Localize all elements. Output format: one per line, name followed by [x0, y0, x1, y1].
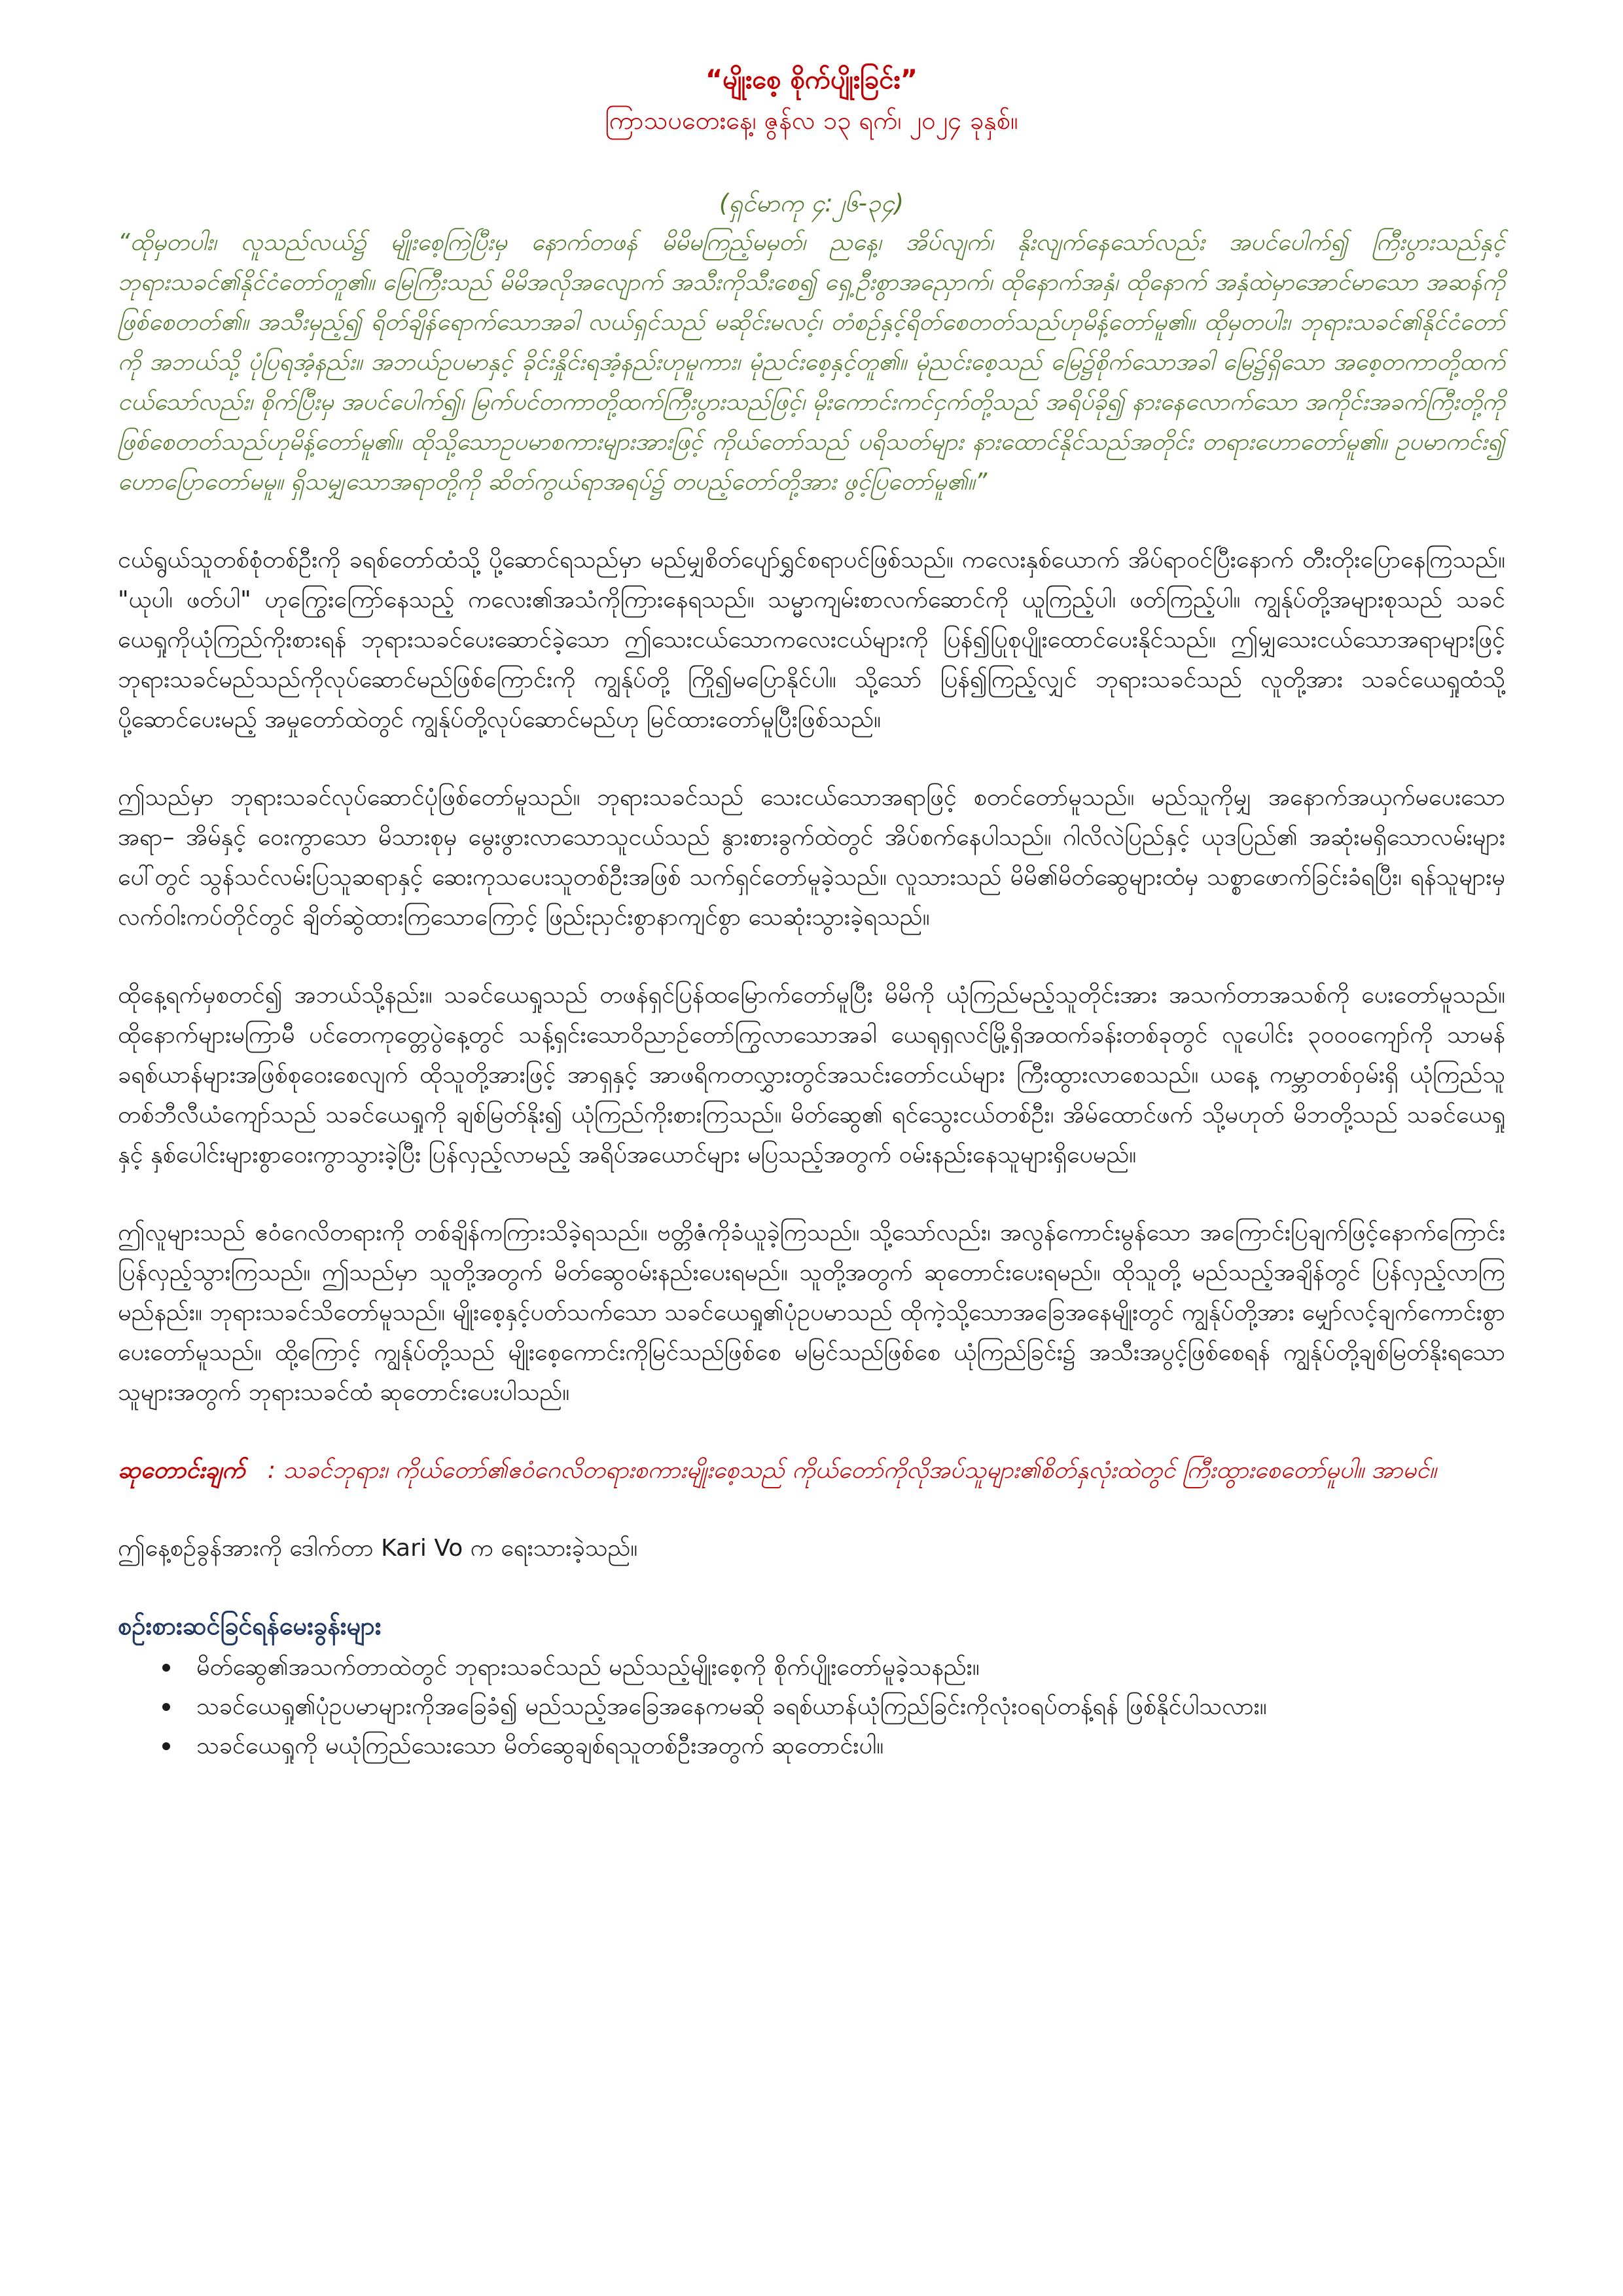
devotional-page — [118, 59, 1505, 1766]
question-item — [157, 1648, 1505, 1687]
question-text: မိတ်ဆွေ၏အသက်တာထဲတွင် ဘုရားသခင်သည် မည်သည့်မျိုးစေ့ကို စိုက်ပျိုးတော်မူခဲ့သနည်း။ — [196, 1654, 980, 1681]
question-text: သခင်ယေရှုကို မယုံကြည်သေးသော မိတ်ဆွေချစ်ရသူတစ်ဦးအတွက် ဆုတောင်းပါ။ — [196, 1732, 884, 1759]
devotional-date: ကြာသပတေးနေ့၊ ဇွန်လ ၁၃ ရက်၊ ၂၀၂၄ ခုနှစ်။ — [605, 106, 1018, 135]
scripture-text: “ထိုမှတပါး၊ လူသည်လယ်၌ မျိုးစေ့ကြဲပြီးမှ နောက်တဖန် မိမိမကြည့်မမှတ်၊ ညနေ့၊ အိပ်လျက်၊ နိုးလျက်နေသော်လည်း အပင်ပေါက်၍ ကြီးပွားသည်နှင့် ဘုရားသခင်၏နိုင်ငံတော်တူ၏။ မြေကြီးသည် မိမိအလိုအလျောက် အသီးကိုသီးစေ၍ ရှေ့ဦးစွာအညှောက်၊ ထိုနောက်အနှံ၊ ထိုနောက် အနှံထဲမှာအောင်မာသော အဆန်ကို ဖြစ်စေတတ်၏။ အသီးမှည့်၍ ရိတ်ချိန်ရောက်သောအခါ လယ်ရှင်သည် မဆိုင်းမလင့်၊ တံစဉ်နှင့်ရိတ်စေတတ်သည်ဟုမိန့်တော်မူ၏။ ထိုမှတပါး၊ ဘုရားသခင်၏နိုင်ငံတော်ကို အဘယ်သို့ ပုံပြရအံ့နည်း။ အဘယ်ဥပမာနှင့် ခိုင်းနှိုင်းရအံ့နည်းဟုမူကား၊ မုံညင်းစေ့နှင့်တူ၏။ မုံညင်းစေ့သည် မြေ၌စိုက်သောအခါ မြေ၌ရှိသော အစေ့တကာတို့ထက် ငယ်သော်လည်း၊ စိုက်ပြီးမှ အပင်ပေါက်၍၊ မြက်ပင်တကာတို့ထက်ကြီးပွားသည်ဖြင့်၊ မိုးကောင်းကင်ငှက်တို့သည် အရိပ်ခို၍ နားနေလောက်သော အကိုင်းအခက်ကြီးတို့ကိုဖြစ်စေတတ်သည်ဟုမိန့်တော်မူ၏။ ထိုသို့သောဥပမာစကားများအားဖြင့် ကိုယ်တော်သည် ပရိသတ်များ နားထောင်နိုင်သည်အတိုင်း တရားဟောတော်မူ၏။ ဥပမာကင်း၍ ဟောပြောတော်မမူ။ ရှိသမျှသောအရာတို့ကို ဆိတ်ကွယ်ရာအရပ်၌ တပည့်တော်တို့အား ဖွင့်ပြတော်မူ၏။” — [118, 229, 1505, 495]
question-text: သခင်ယေရှု၏ပုံဥပမာများကိုအခြေခံ၍ မည်သည့်အခြေအနေကမဆို ခရစ်ယာန်ယုံကြည်ခြင်းကိုလုံးဝရပ်တန့်ရန် ဖြစ်နိုင်ပါသလား။ — [196, 1693, 1267, 1720]
body-paragraph-1: ငယ်ရွယ်သူတစ်စုံတစ်ဦးကို ခရစ်တော်ထံသို့ ပို့ဆောင်ရသည်မှာ မည်မျှစိတ်ပျော်ရွှင်စရာပင်ဖြစ်သည်။ ကလေးနှစ်ယောက် အိပ်ရာဝင်ပြီးနောက် တီးတိုးပြောနေကြသည်။ "ယုပါ၊ ဖတ်ပါ" ဟုကြွေးကြော်နေသည့် ကလေး၏အသံကိုကြားနေရသည်။ သမ္မာကျမ်းစာလက်ဆောင်ကို ယူကြည့်ပါ၊ ဖတ်ကြည့်ပါ။ ကျွန်ုပ်တို့အများစုသည် သခင်ယေရှုကိုယုံကြည်ကိုးစားရန် ဘုရားသခင်ပေးဆောင်ခဲ့သော ဤသေးငယ်သောကလေးငယ်များကို ပြန်၍ပြုစုပျိုးထောင်ပေးနိုင်သည်။ ဤမျှသေးငယ်သောအရာများဖြင့် ဘုရားသခင်မည်သည်ကိုလုပ်ဆောင်မည်ဖြစ်ကြောင်းကို ကျွန်ုပ်တို့ ကြို၍မပြောနိုင်ပါ။ သို့သော် ပြန်၍ကြည့်လျှင် ဘုရားသခင်သည် လူတို့အား သခင်ယေရှုထံသို့ ပို့ဆောင်ပေးမည့် အမှုတော်ထဲတွင် ကျွန်ုပ်တို့လုပ်ဆောင်မည်ဟု မြင်ထားတော်မူပြီးဖြစ်သည်။ — [118, 547, 1505, 733]
prayer-block — [118, 1450, 1505, 1491]
bullet-icon — [162, 1664, 170, 1672]
question-item — [157, 1687, 1505, 1727]
body-paragraph-3: ထိုနေ့ရက်မှစတင်၍ အဘယ်သို့နည်း။ သခင်ယေရှုသည် တဖန်ရှင်ပြန်ထမြောက်တော်မူပြီး မိမိကို ယုံကြည်မည့်သူတိုင်းအား အသက်တာအသစ်ကို ပေးတော်မူသည်။ ထိုနောက်များမကြာမီ ပင်တေကုတ္တေပွဲနေ့တွင် သန့်ရှင်းသောဝိညာဉ်တော်ကြွလာသောအခါ ယေရုရှလင်မြို့ရှိအထက်ခန်းတစ်ခုတွင် လူပေါင်း ၃၀၀၀ကျော်ကို သာမန်ခရစ်ယာန်များအဖြစ်စုဝေးစေလျက် ထိုသူတို့အားဖြင့် အာရှနှင့် အာဖရိကတလွှားတွင်အသင်းတော်ငယ်များ ကြီးထွားလာစေသည်။ ယနေ့ ကမ္ဘာတစ်ဝှမ်းရှိ ယုံကြည်သူ တစ်ဘီလီယံကျော်သည် သခင်ယေရှုကို ချစ်မြတ်နိုး၍ ယုံကြည်ကိုးစားကြသည်။ မိတ်ဆွေ၏ ရင်သွေးငယ်တစ်ဦး၊ အိမ်ထောင်ဖက် သို့မဟုတ် မိဘတို့သည် သခင်ယေရှုနှင့် နှစ်ပေါင်းများစွာဝေးကွာသွားခဲ့ပြီး ပြန်လှည့်လာမည့် အရိပ်အယောင်များ မပြသည့်အတွက် ဝမ်းနည်းနေသူများရှိပေမည်။ — [118, 982, 1505, 1168]
questions-heading: စဉ်းစားဆင်ခြင်ရန်မေးခွန်းများ — [118, 1611, 382, 1640]
author-line: ဤနေ့စဉ်ခွန်အားကို ဒေါက်တာ Kari Vo က ရေးသားခဲ့သည်။ — [118, 1535, 638, 1562]
bullet-icon — [162, 1742, 170, 1750]
prayer-text: သခင်ဘုရား၊ ကိုယ်တော်၏ဧဝံဂေလိတရားစကားမျိုးစေ့သည် ကိုယ်တော်ကိုလိုအပ်သူများ၏စိတ်နှလုံးထဲတွင် ကြီးထွားစေတော်မူပါ။ အာမင်။ — [283, 1457, 1436, 1484]
body-paragraph-4: ဤလူများသည် ဧဝံဂေလိတရားကို တစ်ချိန်ကကြားသိခဲ့ရသည်။ ဗတ္တိဇံကိုခံယူခဲ့ကြသည်။ သို့သော်လည်း၊ အလွန်ကောင်းမွန်သော အကြောင်းပြချက်ဖြင့်နောက်ကြောင်းပြန်လှည့်သွားကြသည်။ ဤသည်မှာ သူတို့အတွက် မိတ်ဆွေဝမ်းနည်းပေးရမည်။ သူတို့အတွက် ဆုတောင်းပေးရမည်။ ထိုသူတို့ မည်သည့်အချိန်တွင် ပြန်လှည့်လာကြမည်နည်း။ ဘုရားသခင်သိတော်မူသည်။ မျိုးစေ့နှင့်ပတ်သက်သော သခင်ယေရှု၏ပုံဥပမာသည် ထိုကဲ့သို့သောအခြေအနေမျိုးတွင် ကျွန်ုပ်တို့အား မျှော်လင့်ချက်ကောင်းစွာပေးတော်မူသည်။ ထို့ကြောင့် ကျွန်ုပ်တို့သည် မျိုးစေ့ကောင်းကိုမြင်သည်ဖြစ်စေ မမြင်သည်ဖြစ်စေ ယုံကြည်ခြင်း၌ အသီးအပွင့်ဖြစ်စေရန် ကျွန်ုပ်တို့ချစ်မြတ်နိုးရသောသူများအတွက် ဘုရားသခင်ထံ ဆုတောင်းပေးပါသည်။ — [118, 1219, 1505, 1406]
devotional-title: “မျိုးစေ့ စိုက်ပျိုးခြင်း” — [705, 65, 918, 95]
bullet-icon — [162, 1703, 170, 1711]
questions-list — [118, 1648, 1505, 1766]
prayer-label: ဆုတောင်းချက် — [118, 1457, 245, 1484]
prayer-separator: : — [267, 1457, 276, 1484]
question-item — [157, 1727, 1505, 1766]
body-paragraph-2: ဤသည်မှာ ဘုရားသခင်လုပ်ဆောင်ပုံဖြစ်တော်မူသည်။ ဘုရားသခင်သည် သေးငယ်သောအရာဖြင့် စတင်တော်မူသည်။ မည်သူကိုမျှ အနောက်အယှက်မပေးသောအရာ– အိမ်နှင့် ဝေးကွာသော မိသားစုမှ မွေးဖွားလာသောသူငယ်သည် နွားစားခွက်ထဲတွင် အိပ်စက်နေပါသည်။ ဂါလိလဲပြည်နှင့် ယုဒပြည်၏ အဆုံးမရှိသောလမ်းများပေါ်တွင် သွန်သင်လမ်းပြသူဆရာနှင့် ဆေးကုသပေးသူတစ်ဦးအဖြစ် သက်ရှင်တော်မူခဲ့သည်။ လူသားသည် မိမိ၏မိတ်ဆွေများထံမှ သစ္စာဖောက်ခြင်းခံရပြီး၊ ရန်သူများမှ လက်ဝါးကပ်တိုင်တွင် ချိတ်ဆွဲထားကြသောကြောင့် ဖြည်းညှင်းစွာနာကျင်စွာ သေဆုံးသွားခဲ့ရသည်။ — [118, 784, 1505, 931]
scripture-reference: (ရှင်မာကု ၄:၂၆-၃၄) — [719, 189, 904, 217]
